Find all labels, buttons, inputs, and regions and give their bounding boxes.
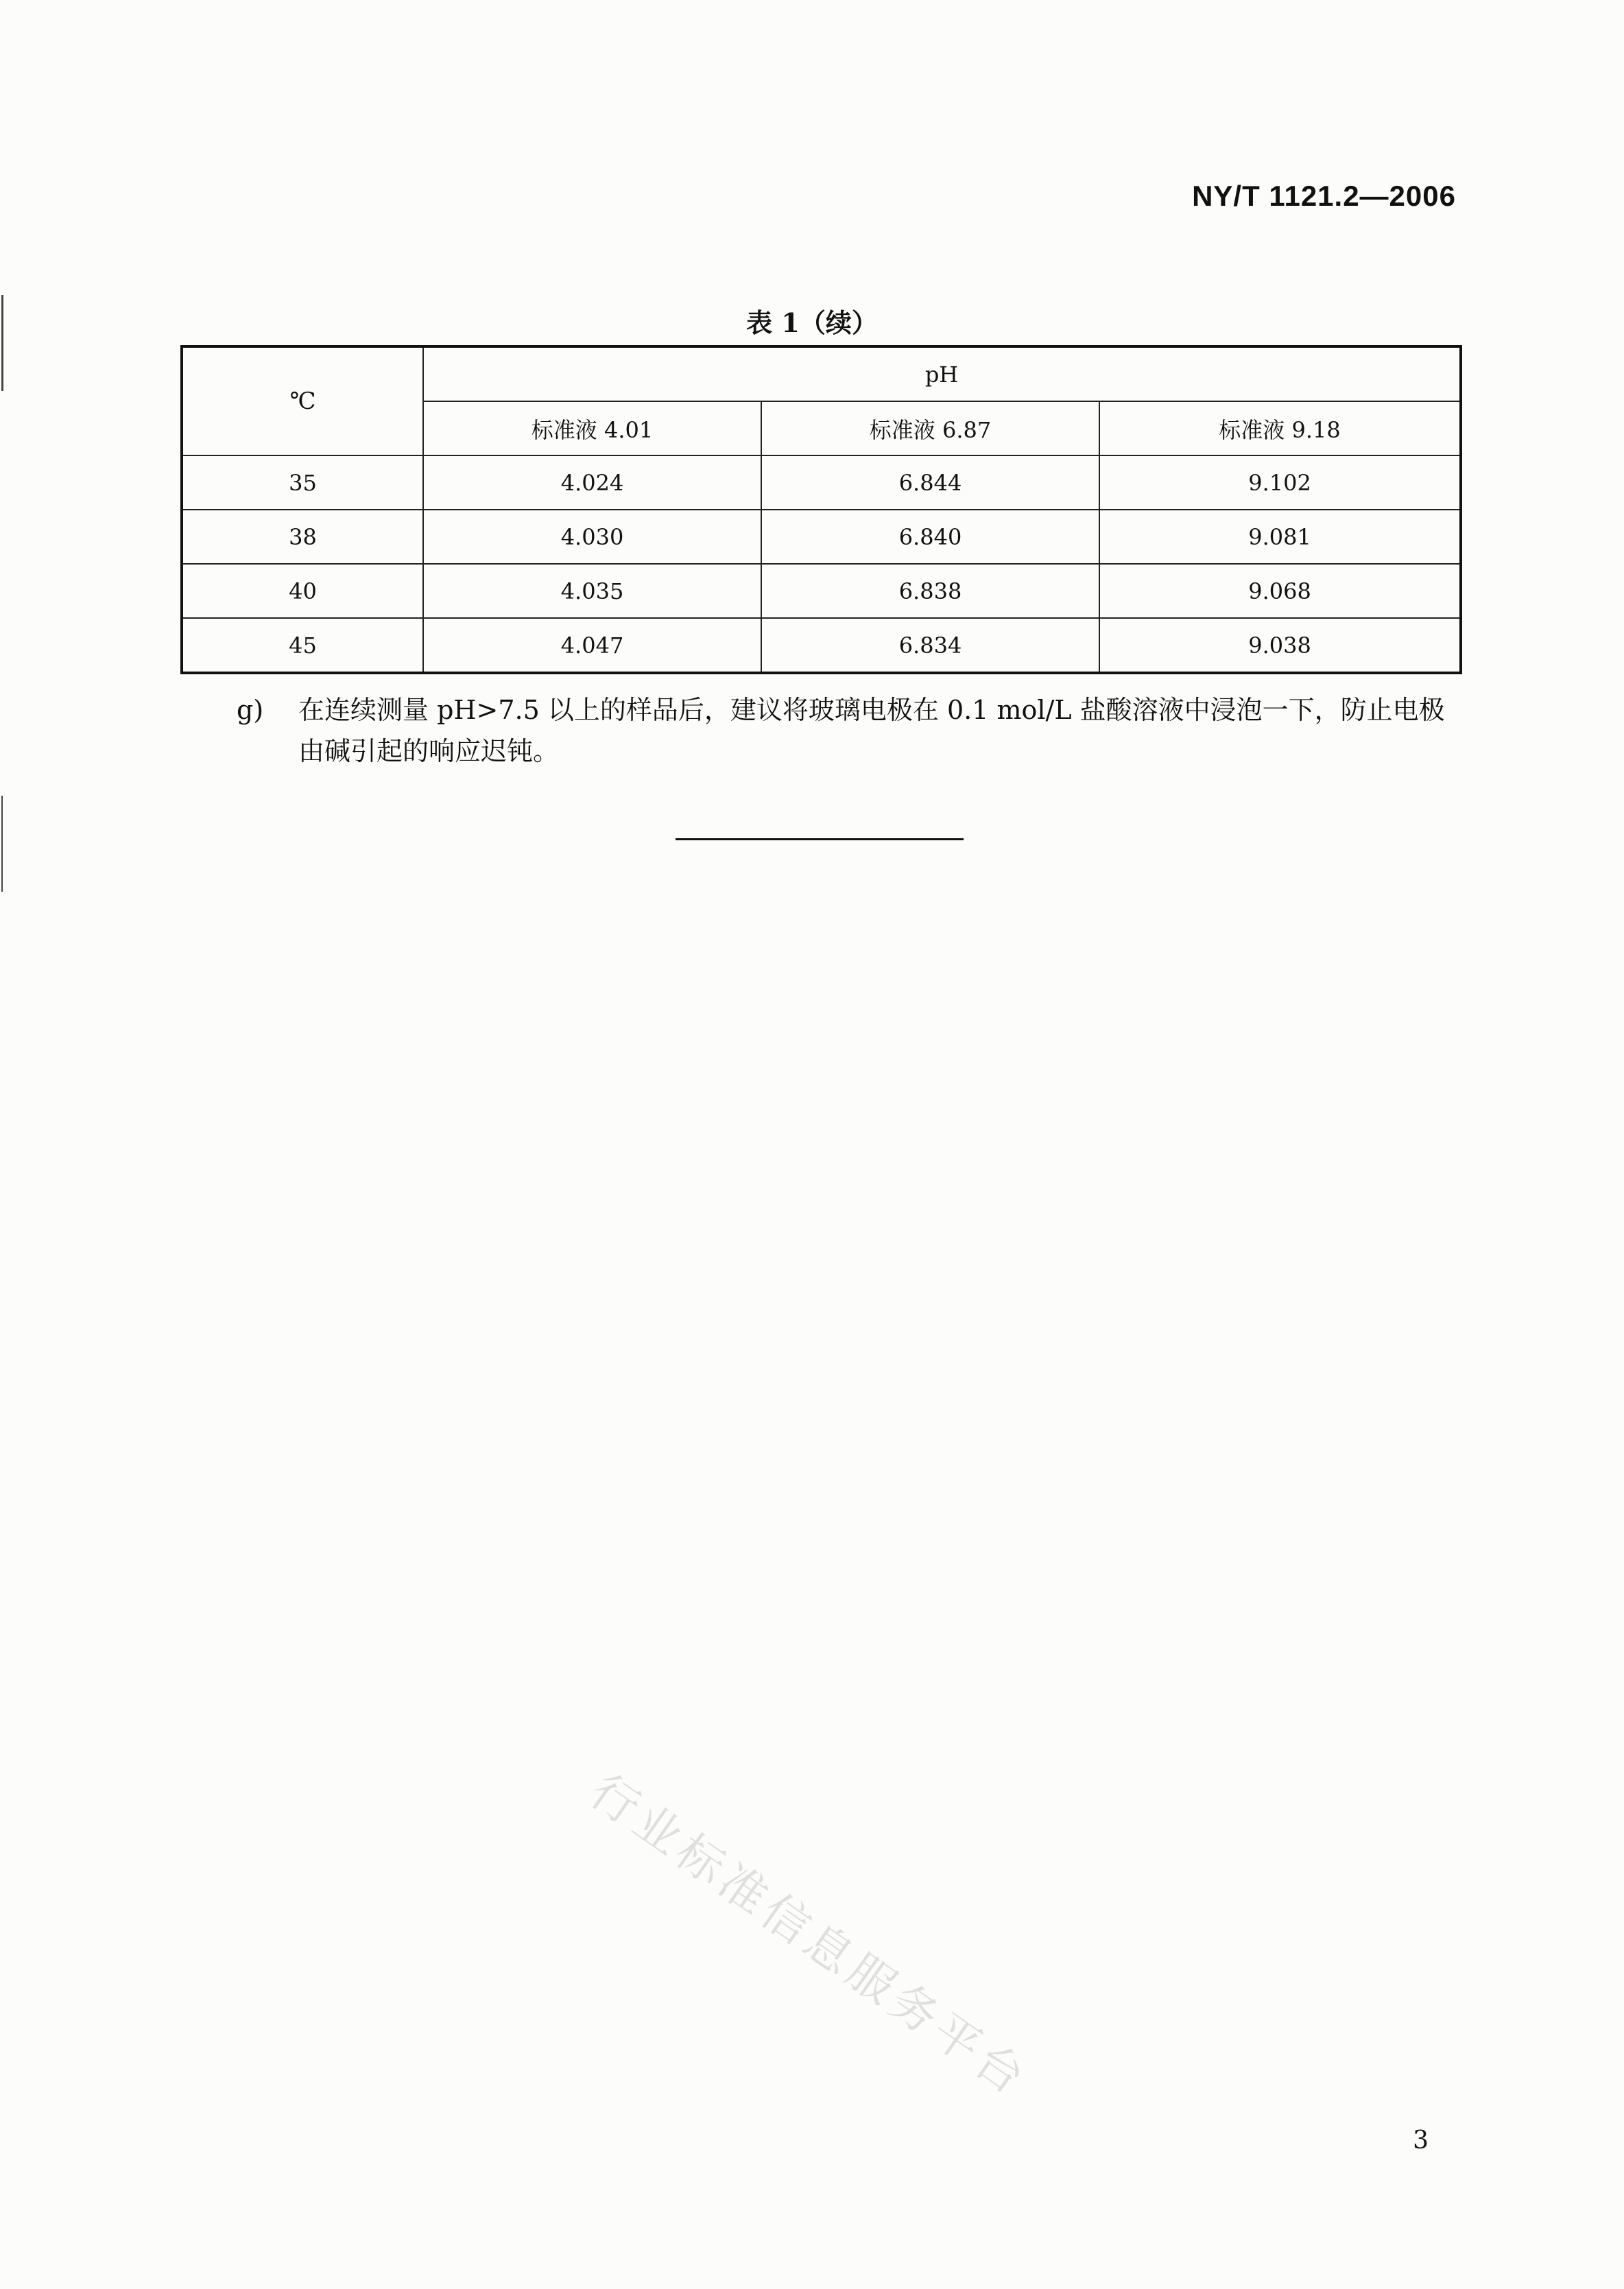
column-header: 标准液 4.01 <box>423 401 761 455</box>
table-title: 表 1（续） <box>746 307 878 338</box>
value-cell: 4.047 <box>423 618 761 673</box>
value-cell: 4.030 <box>423 510 761 564</box>
note-text: 在连续测量 pH>7.5 以上的样品后，建议将玻璃电极在 0.1 mol/L 盐酸溶液中浸泡一下，防止电极由碱引起的响应迟钝。 <box>298 695 1445 766</box>
note-marker: g) <box>237 695 264 725</box>
temperature-unit-header: ℃ <box>182 346 423 455</box>
value-cell: 4.024 <box>423 455 761 510</box>
watermark: 行业标准信息服务平台 <box>580 1764 1038 2108</box>
column-header: 标准液 9.18 <box>1099 401 1461 455</box>
table-row <box>182 564 1461 618</box>
end-rule <box>676 838 964 840</box>
temperature-cell: 38 <box>182 510 423 564</box>
value-cell: 6.840 <box>761 510 1099 564</box>
value-cell: 6.844 <box>761 455 1099 510</box>
temperature-cell: 40 <box>182 564 423 618</box>
note-item-g <box>237 689 1464 772</box>
table-row <box>182 510 1461 564</box>
table-row <box>182 455 1461 510</box>
value-cell: 9.081 <box>1099 510 1461 564</box>
scan-edge-mark-bottom <box>1 796 3 892</box>
table-row <box>182 618 1461 673</box>
value-cell: 9.038 <box>1099 618 1461 673</box>
standard-code: NY/T 1121.2—2006 <box>1192 180 1456 212</box>
value-cell: 4.035 <box>423 564 761 618</box>
value-cell: 6.838 <box>761 564 1099 618</box>
ph-group-header: pH <box>423 346 1461 401</box>
temperature-cell: 35 <box>182 455 423 510</box>
column-header: 标准液 6.87 <box>761 401 1099 455</box>
table-header-row <box>182 346 1461 401</box>
temperature-cell: 45 <box>182 618 423 673</box>
ph-temperature-table <box>180 345 1462 674</box>
value-cell: 9.068 <box>1099 564 1461 618</box>
value-cell: 9.102 <box>1099 455 1461 510</box>
value-cell: 6.834 <box>761 618 1099 673</box>
page-number: 3 <box>1413 2126 1429 2155</box>
